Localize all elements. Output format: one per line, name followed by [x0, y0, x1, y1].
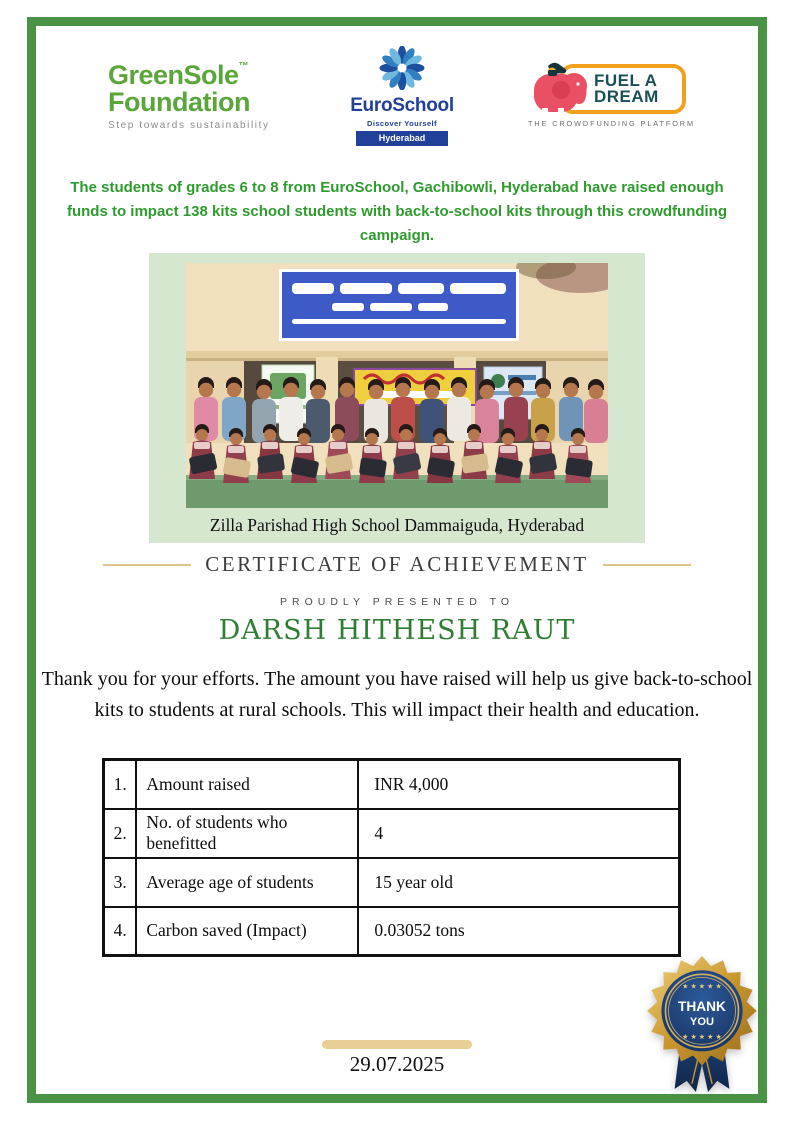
school-photo	[186, 263, 608, 508]
school-photo-illustration	[186, 263, 608, 508]
row-label: No. of students who benefitted	[136, 809, 358, 858]
row-value: INR 4,000	[358, 760, 679, 809]
presented-label: PROUDLY PRESENTED TO	[279, 596, 514, 608]
row-label: Carbon saved (Impact)	[136, 907, 358, 956]
row-value: 0.03052 tons	[358, 907, 679, 956]
certificate-title: CERTIFICATE OF ACHIEVEMENT	[205, 552, 589, 576]
title-accent-line-right	[603, 564, 691, 566]
greensole-tagline: Step towards sustainability	[108, 119, 270, 131]
table-row	[104, 858, 680, 907]
row-value: 4	[358, 809, 679, 858]
badge-stars-bottom: ★ ★ ★ ★ ★	[682, 1033, 722, 1042]
fueladream-word1: FUEL A	[594, 70, 658, 90]
photo-caption: Zilla Parishad High School Dammaiguda, Hyderabad	[209, 515, 585, 535]
row-number: 4.	[104, 907, 137, 956]
greensole-name: GreenSole	[108, 59, 239, 90]
date-accent-bar	[322, 1040, 472, 1049]
table-row	[104, 809, 680, 858]
euroschool-city-banner: Hyderabad	[356, 131, 448, 146]
greensole-foundation-logo	[108, 59, 276, 131]
euroschool-starburst-icon	[379, 46, 425, 90]
certificate-title-row	[103, 552, 691, 577]
badge-text-line1: THANK	[678, 998, 726, 1014]
row-value: 15 year old	[358, 858, 679, 907]
fueladream-elephant-icon	[528, 58, 594, 120]
row-number: 2.	[104, 809, 137, 858]
row-number: 3.	[104, 858, 137, 907]
certificate-date: 29.07.2025	[349, 1052, 445, 1076]
greensole-wordmark	[108, 59, 276, 90]
table-row	[104, 907, 680, 956]
badge-text-line2: YOU	[689, 1016, 715, 1029]
fueladream-tagline: THE CROWDFUNDING PLATFORM	[528, 119, 695, 129]
euroschool-wordmark: EuroSchool	[350, 95, 454, 116]
fueladream-word2: DREAM	[594, 87, 659, 106]
logo-row	[108, 46, 695, 146]
row-label: Average age of students	[136, 858, 358, 907]
intro-paragraph: The students of grades 6 to 8 from EuroSchool, Gachibowli, Hyderabad have raised enough funds to impact 138 kits school students with back-to-school kits through this crowdfunding campaign.	[66, 179, 728, 244]
row-label: Amount raised	[136, 760, 358, 809]
euroschool-logo	[347, 46, 457, 146]
euroschool-tagline: Discover Yourself	[367, 119, 437, 128]
title-accent-line-left	[103, 564, 191, 566]
photo-panel	[149, 253, 645, 543]
impact-table	[102, 758, 681, 957]
greensole-name2: Foundation	[108, 86, 250, 117]
fueladream-logo	[528, 64, 695, 129]
thank-you-message: Thank you for your efforts. The amount you have raised will help us give back-to-school kits to students at rural schools. This will impact their health and education.	[41, 668, 753, 721]
row-number: 1.	[104, 760, 137, 809]
badge-stars-top: ★ ★ ★ ★ ★	[682, 982, 722, 991]
recipient-name: DARSH HITHESH RAUT	[218, 615, 576, 646]
trademark-symbol: ™	[238, 60, 249, 72]
table-row	[104, 760, 680, 809]
